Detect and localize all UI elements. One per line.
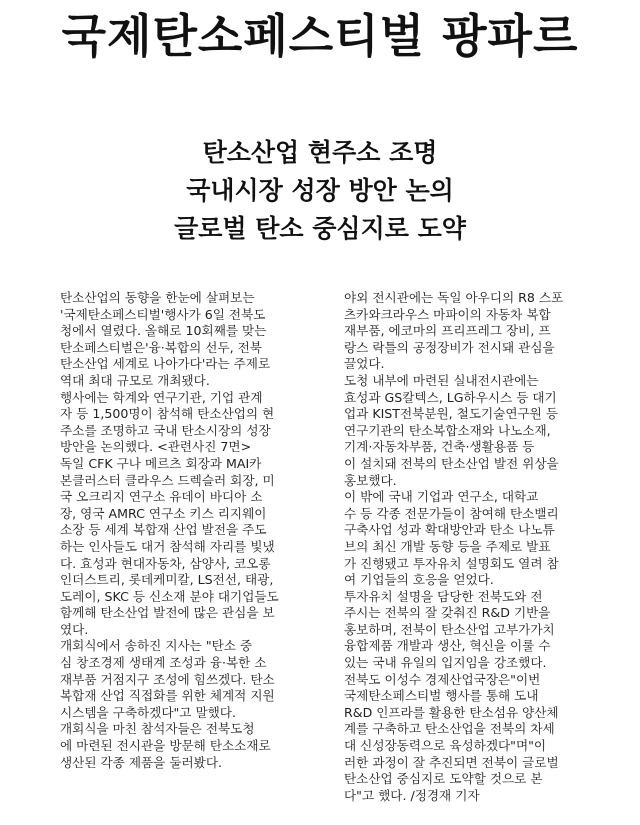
- paragraph: 독일 CFK 구나 메르츠 회장과 MAI카 본클러스터 클라우스 드렉슬러 회장, 미 국 오크리지 연구소 유데이 바디아 소 장, 영국 AMRC 연구소 키스 리지웨이 소장 등 세계 복합재 산업 발전을 주도 하는 인사들도 대거 참석해 자리를 빛냈 다. 효성과 현대자동차, 삼양사, 코오롱 인더스트리, 롯데케미칼, LS전선, 태광, 도레이, SKC 등 신소재 분야 대기업들도 함께해 탄소산업 발전에 많은 관심을 보 였다.: [60, 455, 279, 637]
- subheadline-3: 글로벌 탄소 중심지로 도약: [174, 214, 466, 243]
- paragraph: 이 밖에 국내 기업과 연구소, 대학교 수 등 각종 전문가들이 참여해 탄소밸리 구축사업 성과 확대방안과 탄소 나노튜 브의 최신 개발 동향 등을 주제로 발표 가 진행됐고 투자유치 설명회도 열려 참 여 기업들의 호응을 얻었다.: [344, 489, 559, 588]
- subheadline-1: 탄소산업 현주소 조명: [202, 138, 438, 167]
- paragraph: 야외 전시관에는 독일 아우디의 R8 스포 츠카와크라우스 마파이의 자동차 복합 재부품, 에코마의 프리프레그 장비, 프 랑스 락틀의 공정장비가 전시돼 관심을 끌었다.: [344, 290, 564, 372]
- article-column-left: [60, 290, 296, 771]
- paragraph: 개회식에서 송하진 지사는 "탄소 중 심 창조경제 생태계 조성과 융·복한 소 재부품 거점지구 조성에 힘쓰겠다. 탄소 복합재 산업 직접화를 위한 체계적 지원 시스템을 구축하겠다"고 말했다.: [60, 638, 275, 720]
- paragraph: 행사에는 학계와 연구기관, 기업 관계 자 등 1,500명이 참석해 탄소산업의 현 주소를 조명하고 국내 탄소시장의 성장 방안을 논의했다. <관련사진 7면>: [60, 389, 275, 455]
- subheadline-block: [0, 134, 640, 248]
- paragraph: 도청 내부에 마련된 실내전시관에는 효성과 GS칼텍스, LG하우시스 등 대기 업과 KIST전북분원, 철도기술연구원 등 연구기관의 탄소복합소재와 나노소재, 기계·자동차부품, 건축·생활용품 등 이 설치돼 전북의 탄소산업 발전 위상을 홍보했다.: [344, 372, 559, 488]
- paragraph: 개회식을 마친 참석자들은 전북도청 에 마련된 전시관을 방문해 탄소소재로 생산된 각종 제품을 둘러봤다.: [60, 721, 271, 770]
- paragraph: 탄소산업의 동향을 한눈에 살펴보는 '국제탄소페스티벌'행사가 6일 전북도 청에서 열렸다. 올해로 10회째를 맞는 탄소페스티벌은'융·복합의 선두, 전북 탄소산업 세계로 나아가다'라는 주제로 역대 최대 규모로 개최됐다.: [60, 290, 271, 388]
- headline: 국제탄소페스티벌 팡파르: [61, 9, 579, 63]
- article-column-right: [344, 290, 582, 804]
- paragraph: 투자유치 설명을 담당한 전북도와 전 주시는 전북의 잘 갖춰진 R&D 기반을 홍보하며, 전북이 탄소산업 고부가가치 융합제품 개발과 생산, 혁신을 이룰 수 있는 국내 유일의 입지임을 강조했다.: [344, 588, 555, 671]
- paragraph-byline: 전북도 이성수 경제산업국장은"이번 국제탄소페스티벌 행사를 통해 도내 R&D 인프라를 활용한 탄소섬유 양산체 계를 구축하고 탄소산업을 전북의 차세 대 신성장동력으로 육성하겠다"며"이 러한 과정이 잘 추진되면 전북이 글로벌 탄소산업 중심지로 도약할 것으로 본 다"고 했다. /정경재 기자: [344, 671, 559, 803]
- subheadline-2: 국내시장 성장 방안 논의: [186, 176, 454, 205]
